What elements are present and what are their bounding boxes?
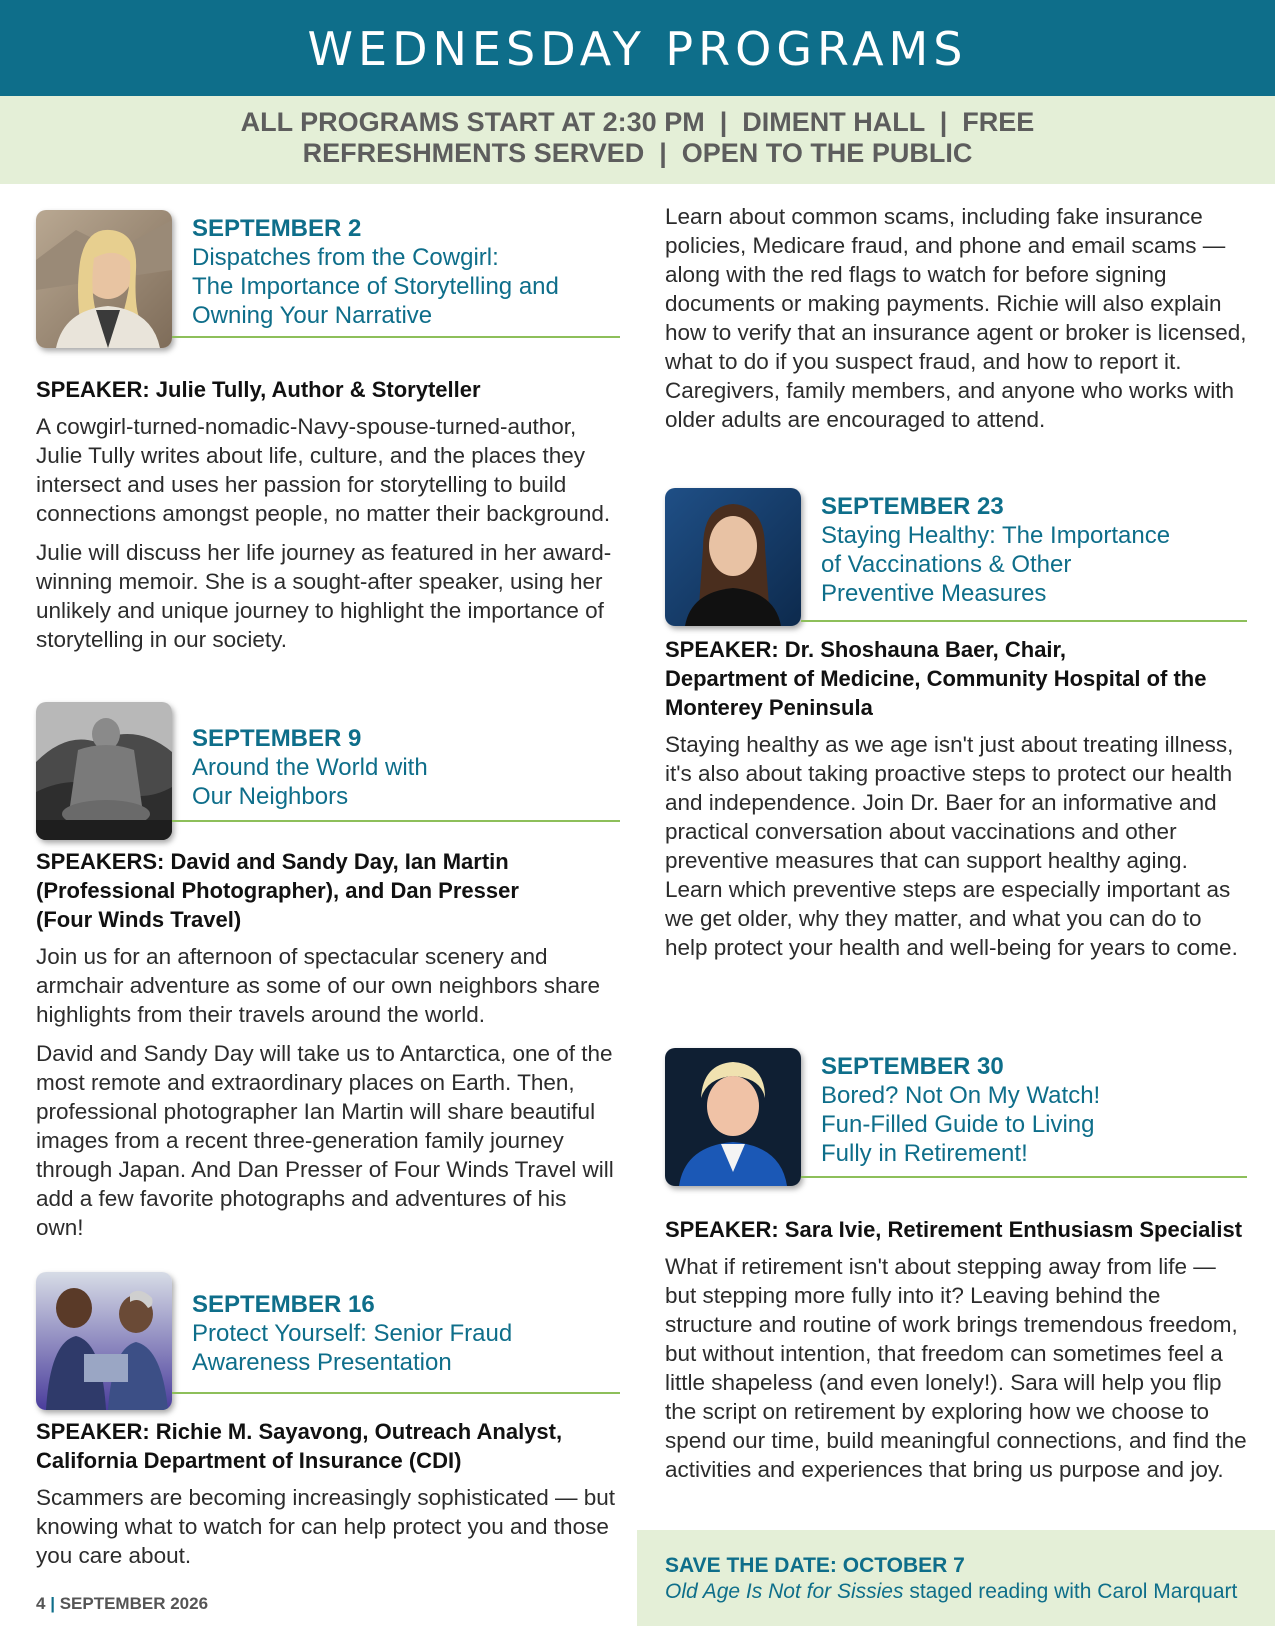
page-title: WEDNESDAY PROGRAMS [307, 22, 968, 76]
speaker-photo [665, 1048, 801, 1186]
speaker-line: Monterey Peninsula [665, 695, 873, 720]
program-header [665, 1048, 1247, 1193]
program-title-line: Fun-Filled Guide to Living [821, 1111, 1095, 1138]
program-header [36, 702, 620, 847]
page-footer [36, 1594, 208, 1614]
program-date: SEPTEMBER 9 [192, 725, 362, 752]
program-sep-16 [36, 1272, 620, 1570]
description-paragraph-continued: Learn about common scams, including fake insurance policies, Medicare fraud, and phone and email scams — along with the red flags to watch for before signing documents or making payments. Richie will also explain how to verify that an insurance agent or broker is licensed, what to do if you suspect fraud, and how to report it. Caregivers, family members, and anyone who works with older adults are encouraged to attend. [665, 204, 1247, 432]
program-sep-23 [665, 488, 1247, 962]
footer-divider: | [50, 1594, 60, 1613]
program-date: SEPTEMBER 30 [821, 1053, 1004, 1080]
program-heading [192, 214, 620, 330]
speaker-line: Department of Medicine, Community Hospital of the [665, 666, 1207, 691]
program-sep-30 [665, 1048, 1247, 1484]
program-heading [192, 1290, 620, 1377]
program-title-line: Awareness Presentation [192, 1349, 452, 1376]
speaker-line: California Department of Insurance (CDI) [36, 1448, 462, 1473]
program-date: SEPTEMBER 2 [192, 215, 362, 242]
save-the-date-box [637, 1530, 1275, 1626]
speaker-photo [665, 488, 801, 626]
program-date: SEPTEMBER 16 [192, 1291, 375, 1318]
divider-rule [172, 820, 620, 822]
description-paragraph: A cowgirl-turned-nomadic-Navy-spouse-turned-author, Julie Tully writes about life, culture, and the places they intersect and uses her passion for storytelling to build connections amongst people, no matter their background. [36, 414, 611, 526]
speaker-line: SPEAKER: Julie Tully, Author & Storyteller [36, 377, 481, 402]
description-paragraph: David and Sandy Day will take us to Antarctica, one of the most remote and extraordinary places on Earth. Then, professional photographer Ian Martin will share beautiful images from a recent three-generation family journey through Japan. And Dan Presser of Four Winds Travel will add a few favorite photographs and adventures of his own! [36, 1041, 614, 1240]
save-the-date-detail: staged reading with Carol Marquart [903, 1580, 1238, 1603]
buddha-photo [36, 702, 172, 840]
description-paragraph: Julie will discuss her life journey as featured in her award-winning memoir. She is a sought-after speaker, using her unlikely and unique journey to highlight the importance of storytelling in our society. [36, 540, 612, 652]
speaker-line: (Four Winds Travel) [36, 907, 242, 932]
program-heading [821, 492, 1247, 608]
program-title-line: Our Neighbors [192, 783, 349, 810]
divider-rule [801, 1176, 1247, 1178]
page-header [0, 0, 1275, 96]
description-paragraph: What if retirement isn't about stepping away from life — but stepping more fully into it? Leaving behind the structure and routine of work brings tremendous freedom, but without intention, that freedom can sometimes feel a little shapeless (and even lonely!). Sara will help you flip the script on retirement by exploring how we choose to spend our time, build meaningful connections, and find the activities and experiences that bring us purpose and joy. [665, 1254, 1247, 1482]
program-heading [192, 724, 620, 811]
program-title-line: Around the World with [192, 754, 428, 781]
program-header [36, 210, 620, 355]
page-number: 4 [36, 1594, 46, 1613]
program-title-line: Bored? Not On My Watch! [821, 1082, 1101, 1109]
program-title-line: The Importance of Storytelling and [192, 273, 559, 300]
program-title-line: Owning Your Narrative [192, 302, 433, 329]
save-the-date-text [665, 1580, 1237, 1604]
speaker-photo [36, 1272, 172, 1410]
info-band [0, 96, 1275, 184]
program-sep-2 [36, 210, 620, 654]
issue-date: SEPTEMBER 2026 [59, 1594, 209, 1613]
description-paragraph: Staying healthy as we age isn't just about treating illness, it's also about taking proactive steps to protect our health and independence. Join Dr. Baer for an informative and practical conversation about vaccinations and other preventive measures that can support healthy aging. Learn which preventive steps are especially important as we get older, why they matter, and what you can do to help protect your health and well-being for years to come. [665, 732, 1238, 960]
description-paragraph: Scammers are becoming increasingly sophisticated — but knowing what to watch for can help protect you and those you care about. [36, 1485, 616, 1568]
program-header [665, 488, 1247, 633]
play-title: Old Age Is Not for Sissies [665, 1580, 904, 1603]
divider-rule [172, 1392, 620, 1394]
program-title-line: Staying Healthy: The Importance [821, 522, 1171, 549]
speaker-photo [36, 210, 172, 348]
divider-rule [172, 336, 620, 338]
program-title-line: Fully in Retirement! [821, 1140, 1028, 1167]
program-title-line: Preventive Measures [821, 580, 1047, 607]
speaker-line: (Professional Photographer), and Dan Presser [36, 878, 519, 903]
speaker-line: SPEAKER: Richie M. Sayavong, Outreach Analyst, [36, 1419, 563, 1444]
info-line-1: ALL PROGRAMS START AT 2:30 PM | DIMENT HALL | FREE [240, 107, 1035, 137]
info-line-2: REFRESHMENTS SERVED | OPEN TO THE PUBLIC [302, 138, 973, 168]
save-the-date-title: SAVE THE DATE: OCTOBER 7 [665, 1554, 965, 1577]
program-title-line: Dispatches from the Cowgirl: [192, 244, 499, 271]
speaker-line: SPEAKERS: David and Sandy Day, Ian Martin [36, 849, 509, 874]
description-paragraph: Join us for an afternoon of spectacular scenery and armchair adventure as some of our own neighbors share highlights from their travels around the world. [36, 944, 601, 1027]
program-sep-9 [36, 702, 620, 1242]
speaker-line: SPEAKER: Sara Ivie, Retirement Enthusiasm Specialist [665, 1217, 1243, 1242]
program-date: SEPTEMBER 23 [821, 493, 1004, 520]
program-heading [821, 1052, 1247, 1168]
program-title-line: Protect Yourself: Senior Fraud [192, 1320, 513, 1347]
program-title-line: of Vaccinations & Other [821, 551, 1072, 578]
program-header [36, 1272, 620, 1417]
speaker-line: SPEAKER: Dr. Shoshauna Baer, Chair, [665, 637, 1067, 662]
divider-rule [801, 620, 1247, 622]
